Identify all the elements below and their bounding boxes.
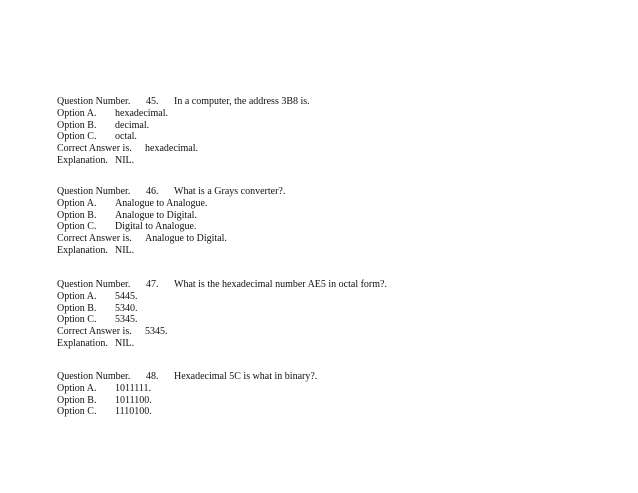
answer-label: Correct Answer is. [57,233,132,245]
answer-label: Correct Answer is. [57,143,132,155]
answer-value: 5345. [145,326,168,338]
option-label: Option B. [57,394,97,406]
answer-value: Analogue to Digital. [145,233,227,245]
option-label: Option A. [57,197,97,209]
option-value: 5340. [115,302,138,314]
option-label: Option B. [57,302,97,314]
question-number: 45. [146,96,159,107]
option-label: Option C. [57,131,97,143]
option-value: 5445. [115,290,138,302]
explanation-label: Explanation. [57,337,108,349]
question-number: 47. [146,279,159,290]
option-value: 1011111. [115,382,152,394]
question-text: What is a Grays converter?. [174,186,286,197]
option-value: 5345. [115,314,138,326]
option-label: Option C. [57,221,97,233]
option-label: Option C. [57,314,97,326]
explanation-label: Explanation. [57,154,108,166]
option-value: Digital to Analogue. [115,221,197,233]
question-number: 48. [146,371,159,382]
option-value: Analogue to Digital. [115,209,197,221]
question-number-label: Question Number. [57,279,131,290]
option-value: decimal. [115,119,150,131]
explanation-value: NIL. [115,154,135,166]
question-text: In a computer, the address 3B8 is. [174,96,310,107]
option-label: Option A. [57,107,97,119]
explanation-value: NIL. [115,337,135,349]
option-value: octal. [115,131,137,143]
option-value: Analogue to Analogue. [115,197,208,209]
question-number-label: Question Number. [57,371,131,382]
option-value: 1011100. [115,394,152,406]
question-text: What is the hexadecimal number AE5 in octal form?. [174,279,387,290]
answer-label: Correct Answer is. [57,326,132,338]
question-text: Hexadecimal 5C is what in binary?. [174,371,318,382]
option-label: Option B. [57,209,97,221]
question-number-label: Question Number. [57,186,131,197]
explanation-value: NIL. [115,244,135,256]
option-value: 1110100. [115,406,152,418]
option-label: Option C. [57,406,97,418]
question-number-label: Question Number. [57,96,131,107]
answer-value: hexadecimal. [145,143,199,155]
option-label: Option A. [57,382,97,394]
explanation-label: Explanation. [57,244,108,256]
option-value: hexadecimal. [115,107,169,119]
question-number: 46. [146,186,159,197]
option-label: Option B. [57,119,97,131]
option-label: Option A. [57,290,97,302]
